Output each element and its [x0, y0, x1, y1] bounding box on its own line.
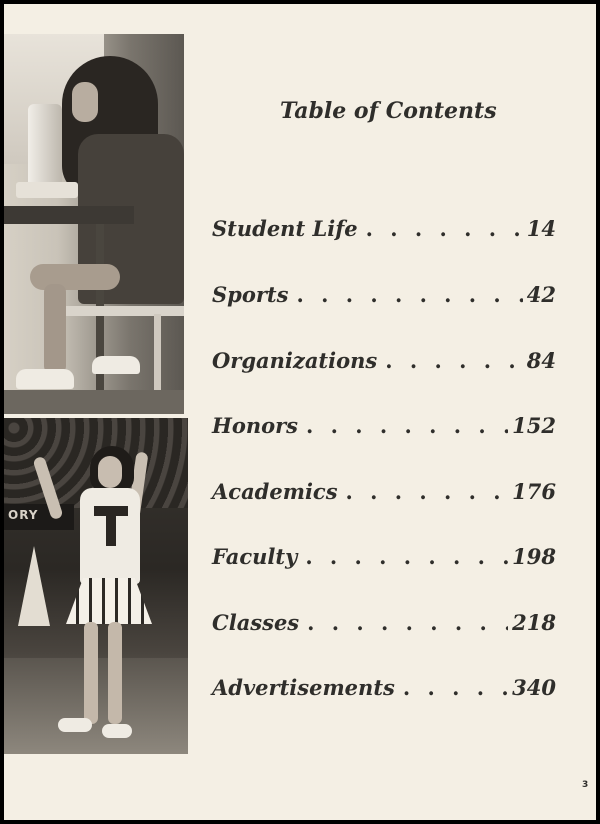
sweater-letter-t — [106, 506, 116, 546]
toc-entry-faculty[interactable] — [212, 544, 556, 576]
student-shoe — [16, 369, 74, 389]
cheerleader-face — [98, 456, 122, 488]
cheerleader-shoe — [102, 724, 132, 738]
toc-entry-label: Classes — [212, 610, 300, 635]
student-shoe — [92, 356, 140, 374]
toc-entry-label: Advertisements — [212, 675, 395, 700]
toc-entry-label: Sports — [212, 282, 289, 307]
toc-entry-classes[interactable] — [212, 610, 556, 642]
traffic-cone — [18, 546, 50, 626]
toc-entry-academics[interactable] — [212, 479, 556, 511]
toc-entry-page: 340 — [512, 675, 556, 700]
toc-entry-advertisements[interactable] — [212, 675, 556, 707]
toc-entry-label: Academics — [212, 479, 338, 504]
toc-leader-dots — [296, 282, 522, 307]
toc-entry-honors[interactable] — [212, 413, 556, 445]
toc-entry-page: 198 — [512, 544, 556, 569]
cheerleader-leg — [84, 622, 98, 724]
cheerleader-shoe — [58, 718, 92, 732]
toc-leader-dots — [306, 413, 508, 438]
toc-entry-label: Organizations — [212, 348, 378, 373]
lab-chair — [64, 306, 184, 316]
microscope-base — [16, 182, 78, 198]
toc-entry-page: 42 — [526, 282, 556, 307]
toc-entry-page: 84 — [526, 348, 556, 373]
toc-entry-label: Honors — [212, 413, 299, 438]
toc-leader-dots — [366, 216, 523, 241]
toc-leader-dots — [385, 348, 523, 373]
toc-entry-page: 14 — [526, 216, 556, 241]
toc-entry-organizations[interactable] — [212, 348, 556, 380]
student-shin — [44, 284, 66, 374]
lab-photo — [4, 34, 184, 414]
cheerleader-skirt — [66, 578, 152, 624]
toc-entry-label: Student Life — [212, 216, 358, 241]
page-number: 3 — [582, 780, 589, 790]
yearbook-page — [4, 4, 596, 820]
toc-entry-student-life[interactable] — [212, 216, 556, 248]
toc-leader-dots — [403, 675, 508, 700]
toc-leader-dots — [346, 479, 509, 504]
cheerleader-leg — [108, 622, 122, 724]
lab-floor — [4, 390, 184, 414]
student-face — [72, 82, 98, 122]
toc-entry-page: 218 — [512, 610, 556, 635]
gym-banner-text: ORY — [8, 508, 39, 522]
student-legs — [30, 264, 120, 290]
toc-entry-sports[interactable] — [212, 282, 556, 314]
toc-entry-page: 152 — [512, 413, 556, 438]
lab-table-leg — [96, 224, 104, 414]
toc-entry-page: 176 — [512, 479, 556, 504]
toc-leader-dots — [305, 544, 508, 569]
toc-leader-dots — [307, 610, 508, 635]
cheerleader-photo — [4, 418, 188, 754]
toc-title: Table of Contents — [280, 98, 497, 124]
lab-table — [4, 206, 134, 224]
toc-entry-label: Faculty — [212, 544, 298, 569]
